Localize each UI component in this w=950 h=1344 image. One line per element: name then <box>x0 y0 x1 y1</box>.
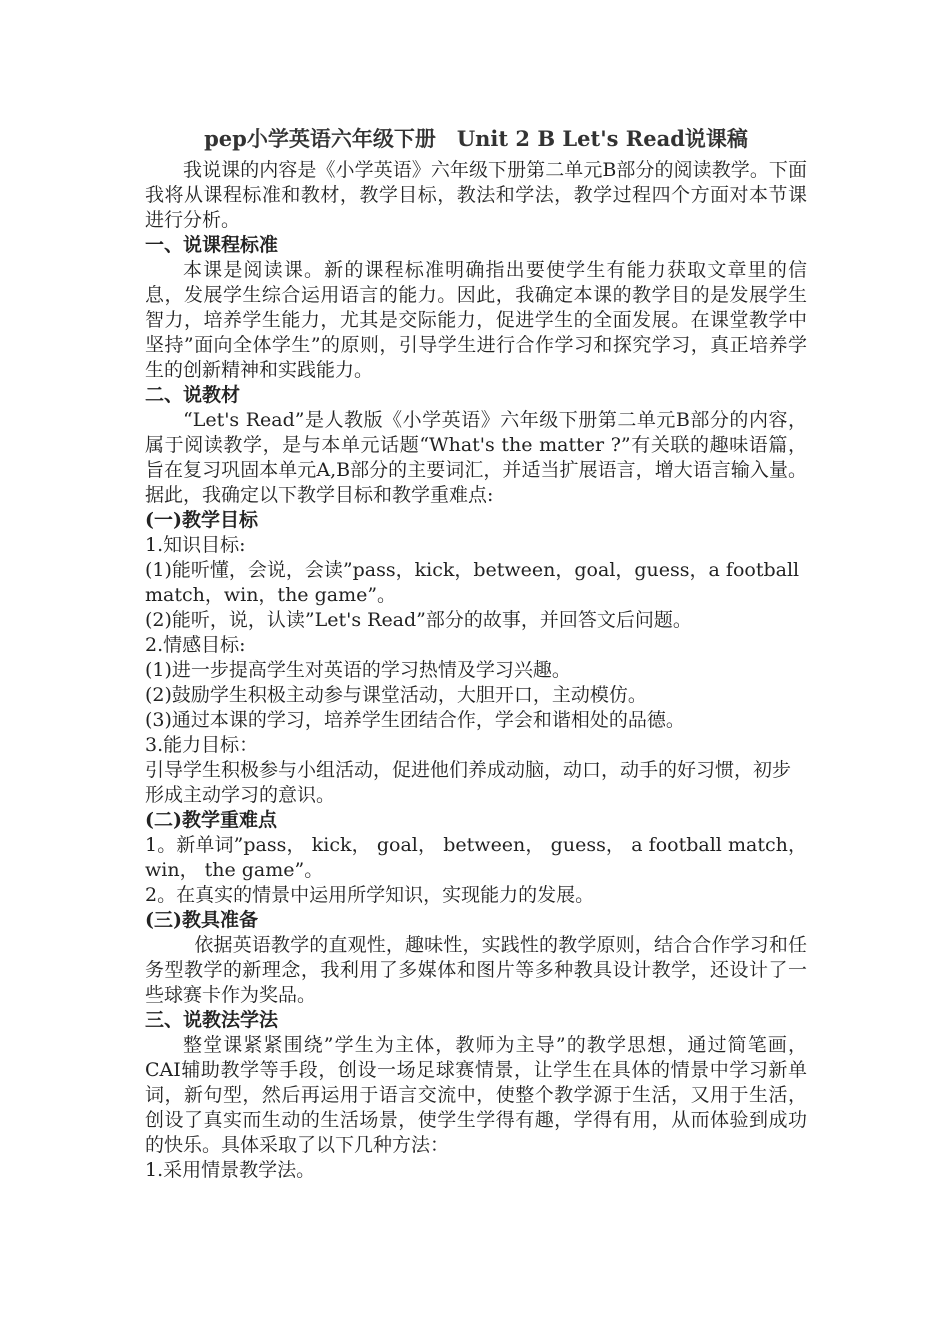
curriculum-paragraph: 本课是阅读课。新的课程标准明确指出要使学生有能力获取文章里的信息，发展学生综合运用语言的能力。因此，我确定本课的教学目的是发展学生智力，培养学生能力，尤其是交际能力，促进学生的全面发展。在课堂教学中坚持”面向全体学生”的原则，引导学生进行合作学习和探究学习，真正培养学生的创新精神和实践能力。 <box>145 259 807 381</box>
key-point-1: 1。新单词”pass， kick， goal， between， guess， a football match， win， the game”。 <box>145 834 807 881</box>
section-heading-methods: 三、说教法学法 <box>145 1009 279 1031</box>
goal-knowledge-item-1: (1)能听懂，会说，会读”pass，kick，between，goal，guess，a football match，win，the game”。 <box>145 559 800 606</box>
goal-knowledge-label: 1.知识目标: <box>145 534 246 556</box>
section-heading-textbook: 二、说教材 <box>145 384 241 406</box>
textbook-paragraph: “Let's Read”是人教版《小学英语》六年级下册第二单元B部分的内容，属于阅读教学，是与本单元话题“What's the matter ?”有关联的趣味语篇，旨在复习巩固本单元A,B部分的主要词汇，并适当扩展语言，增大语言输入量。据此，我确定以下教学目标和教学重难点: <box>145 409 807 506</box>
intro-paragraph: 我说课的内容是《小学英语》六年级下册第二单元B部分的阅读教学。下面我将从课程标准和教材，教学目标，教法和学法，教学过程四个方面对本节课进行分析。 <box>145 159 807 231</box>
key-point-2: 2。在真实的情景中运用所学知识，实现能力的发展。 <box>145 884 595 906</box>
goal-emotion-label: 2.情感目标: <box>145 634 246 656</box>
goal-ability-item: 引导学生积极参与小组活动，促进他们养成动脑，动口，动手的好习惯，初步形成主动学习的意识。 <box>145 759 792 806</box>
document-page <box>145 124 807 1183</box>
methods-paragraph: 整堂课紧紧围绕”学生为主体，教师为主导”的教学思想，通过简笔画，CAI辅助教学等手段，创设一场足球赛情景，让学生在具体的情景中学习新单词，新句型，然后再运用于语言交流中，使整个教学源于生活，又用于生活，创设了真实而生动的生活场景，使学生学得有趣，学得有用，从而体验到成功的快乐。具体采取了以下几种方法： <box>145 1034 807 1156</box>
goal-ability-label: 3.能力目标： <box>145 734 259 756</box>
subheading-teaching-goals: (一)教学目标 <box>145 509 258 531</box>
subheading-key-points: (二)教学重难点 <box>145 809 277 831</box>
subheading-teaching-aids: (三)教具准备 <box>145 909 258 931</box>
section-heading-curriculum: 一、说课程标准 <box>145 234 279 256</box>
method-item-1: 1.采用情景教学法。 <box>145 1159 316 1181</box>
teaching-aids-paragraph: 依据英语教学的直观性，趣味性，实践性的教学原则，结合合作学习和任务型教学的新理念，我利用了多媒体和图片等多种教具设计教学，还设计了一些球赛卡作为奖品。 <box>145 934 807 1006</box>
goal-knowledge-item-2: (2)能听，说，认读”Let's Read”部分的故事，并回答文后问题。 <box>145 609 692 631</box>
goal-emotion-item-1: (1)进一步提高学生对英语的学习热情及学习兴趣。 <box>145 659 571 681</box>
goal-emotion-item-2: (2)鼓励学生积极主动参与课堂活动，大胆开口，主动模仿。 <box>145 684 647 706</box>
document-title: pep小学英语六年级下册 Unit 2 B Let's Read说课稿 <box>204 126 748 151</box>
goal-emotion-item-3: (3)通过本课的学习，培养学生团结合作，学会和谐相处的品德。 <box>145 709 685 731</box>
